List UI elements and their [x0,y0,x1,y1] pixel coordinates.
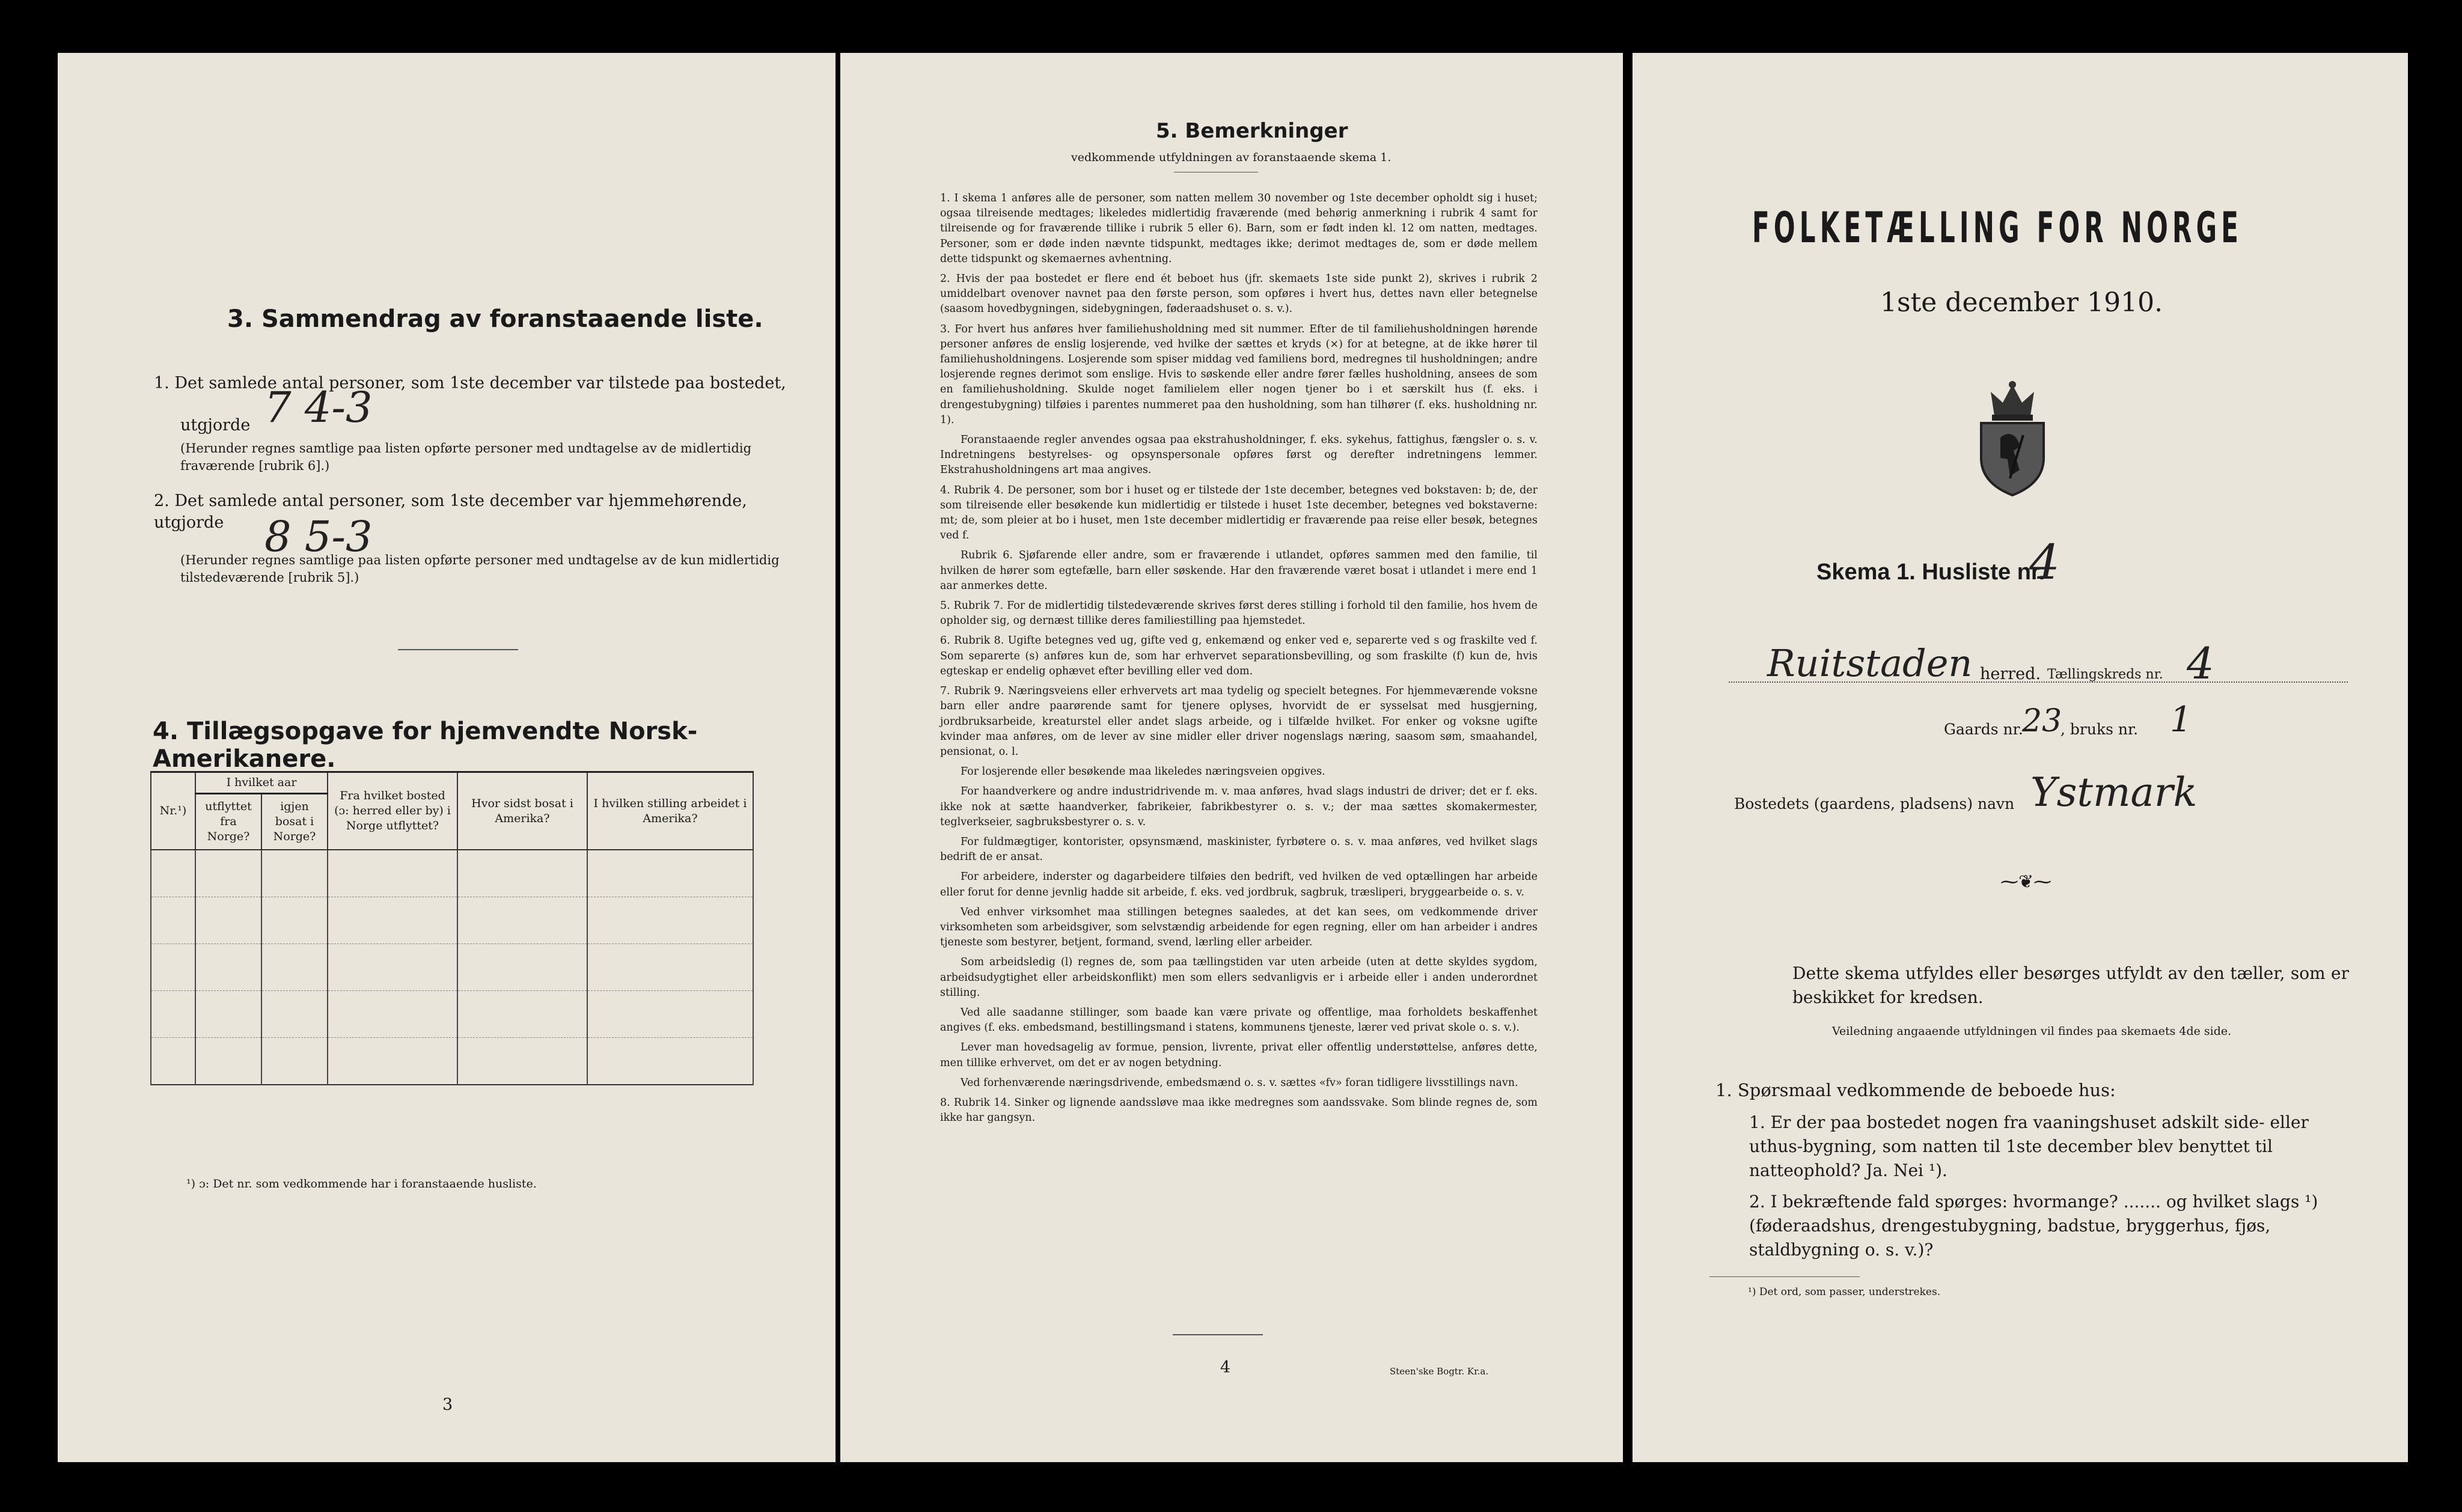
kreds-label: Tællingskreds nr. [2047,667,2163,682]
col-nr: Nr.¹) [151,772,195,850]
summary-item-1-note: (Herunder regnes samtlige paa listen opførte personer med undtagelse av de midlertidig fraværende [rubrik 6].) [180,441,752,473]
bemerkning-paragraph: 2. Hvis der paa bostedet er flere end ét beboet hus (jfr. skemaets 1ste side punkt 2), skrives i rubrik 2 umiddelbart ovenover navnet paa den første person, som opføres i hvert hus, dettes navn eller betegnelse (saasom hovedbygningen, sidebygningen, føderaadshuset o. s. v.). [940,273,1538,316]
bemerkning-paragraph: Ved enhver virksomhet maa stillingen betegnes saaledes, at det kan sees, om vedkommende driver virksomheten som arbeidsgiver, som selvstændig arbeidende for egen regning, eller om han arbeider i andres tjeneste som bestyrer, betjent, formand, svend, lærling eller arbeider. [940,906,1538,949]
question-heading: 1. Spørsmaal vedkommende de beboede hus: [1715,1080,2116,1100]
bemerkning-paragraph: For losjerende eller besøkende maa likeledes næringsveien opgives. [961,766,1325,778]
skema-label: Skema 1. Husliste nr. [1816,559,2045,585]
col-stilling: I hvilken stilling arbeidet i Amerika? [587,772,753,850]
bemerkninger-list [940,191,1538,1130]
page-number: 3 [442,1395,453,1414]
bemerkning-paragraph: Som arbeidsledig (l) regnes de, som paa tællingstiden var uten arbeide (uten at dette skyldes sygdom, arbeidsudygtighet eller arbeidskonflikt) men som ellers sedvanligvis er i arbeide eller i anden underordnet stilling. [940,956,1538,999]
divider [1709,1276,1860,1277]
page-3 [58,53,835,1462]
divider [1173,1334,1263,1335]
herred-handwritten: Ruitstaden [1767,641,1973,685]
bemerkning-paragraph: 5. Rubrik 7. For de midlertidig tilstedeværende skrives først deres stilling i forhold til den familie, hos hvem de opholder sig, og dernæst tillike deres familiestilling paa hjemstedet. [940,600,1538,627]
bemerkning-paragraph: For haandverkere og andre industridrivende m. v. maa anføres, hvad slags industri de driver; det er f. eks. ikke nok at sætte haandverker, fabrikeier, fabrikbestyrer o. s. v.; der maa sættes skomakermester, teglverkseier, sagbruksbestyrer o. s. v. [940,785,1538,828]
section-4-title: 4. Tillægsopgave for hjemvendte Norsk-Amerikanere. [153,718,698,773]
divider [398,649,518,650]
page-number: 4 [1220,1358,1231,1377]
summary-item-1-handwritten: 7 4-3 [264,383,373,432]
bemerkning-paragraph: 6. Rubrik 8. Ugifte betegnes ved ug, gifte ved g, enkemænd og enker ved e, separerte ved s og fraskilte ved f. Som separerte (s) anføres kun de, som har erhvervet separationsbevilling, og som fraskilte (f) kun de, hvis egteskap er endelig ophævet efter bevilling eller ved dom. [940,635,1538,677]
summary-item-2-note: (Herunder regnes samtlige paa listen opførte personer med undtagelse av de kun midlertidig tilstedeværende [rubrik 5].) [180,553,780,585]
bemerkning-paragraph: 3. For hvert hus anføres hver familiehusholdning med sit nummer. Efter de til familiehusholdningen hørende personer anføres de enslig losjerende, ved hvilke der sættes et kryds (×) for at betegne, at de ikke hører til familiehusholdningens. Losjerende som spiser middag ved familiens bord, medregnes til husholdningen; andre losjerende regnes derimot som enslige. Hvis to søskende eller andre fører fælles husholdning, ansees de som en familiehusholdning. Skulde noget familielem eller nogen tjener bo i et særskilt hus (f. eks. i drengestubygning) tilføies i parentes nummeret paa den husholdning, som han tilhører (f. eks. husholdning nr. 1). [940,323,1538,426]
table-row [151,1038,753,1085]
table-row [151,897,753,944]
question-2: 2. I bekræftende fald spørges: hvormange? ....... og hvilket slags ¹) (føderaadshus, drengestubygning, badstue, bryggerhus, fjøs, staldbygning o. s. v.)? [1749,1192,2318,1260]
summary-item-2: 2. Det samlede antal personer, som 1ste december var hjemmehørende, utgjorde [154,492,747,532]
bemerkning-paragraph: Rubrik 6. Sjøfarende eller andre, som er fraværende i utlandet, opføres sammen med den familie, til hvilken de hører som egtefælle, barn eller søskende. Har den fraværende været bosat i utlandet i mere end 1 aar anmerkes dette. [940,549,1538,592]
summary-item-1: 1. Det samlede antal personer, som 1ste december var tilstede paa bostedet, [154,374,786,392]
bemerkning-paragraph: Ved alle saadanne stillinger, som baade kan være private og offentlige, maa forholdets beskaffenhet angives (f. eks. embedsmand, bestillingsmand i statens, kommunens tjeneste, lærer ved privat skole o. s. v.). [940,1006,1538,1034]
col-amerika-bosat: Hvor sidst bosat i Amerika? [457,772,587,850]
norsk-amerikanere-table [150,771,754,1085]
norway-coat-of-arms-icon [1973,380,2052,498]
bemerkning-paragraph: For arbeidere, inderster og dagarbeidere tilføies den bedrift, ved hvilken de ved optællingen har arbeide eller forut for denne jevnlig hadde sit arbeide, f. eks. ved jordbruk, sagbruk, træsliperi, bryggearbeide o. s. v. [940,871,1538,898]
table-row [151,991,753,1038]
summary-item-2-handwritten: 8 5-3 [264,512,373,561]
section-3-title: 3. Sammendrag av foranstaaende liste. [227,305,763,333]
printer-mark: Steen'ske Bogtr. Kr.a. [1390,1366,1489,1377]
bemerkning-paragraph: 4. Rubrik 4. De personer, som bor i huset og er tilstede der 1ste december, betegnes ved bokstaven: b; de, der som tilreisende eller besøkende kun midlertidig er tilstede i huset 1ste december, betegnes ved bokstaverne: mt; de, som pleier at bo i huset, men 1ste december midlertidig er fraværende paa reise eller besøk, betegnes ved f. [940,484,1538,542]
kreds-nr-handwritten: 4 [2187,638,2214,689]
bemerkning-paragraph: For fuldmægtiger, kontorister, opsynsmænd, maskinister, fyrbøtere o. s. v. maa anføres, ved hvilket slags bedrift de er ansat. [940,835,1538,864]
col-fra-bosted: Fra hvilket bosted (ɔ: herred eller by) i Norge utflyttet? [328,772,457,850]
herred-label: herred. [1980,665,2041,683]
intro-small: Veiledning angaaende utfyldningen vil findes paa skemaets 4de side. [1832,1025,2232,1038]
form-footnote: ¹) Det ord, som passer, understrekes. [1748,1286,1941,1298]
page-4 [840,53,1623,1462]
col-group-aar: I hvilket aar [195,772,328,794]
bemerkning-paragraph: Foranstaaende regler anvendes ogsaa paa ekstrahusholdninger, f. eks. sykehus, fattighus, fængsler o. s. v. Indretningens bestyrelses- og opsynspersonale opføres først og derefter indretningens lemmer. Ekstrahusholdningens art maa angives. [940,434,1538,477]
husliste-nr-handwritten: 4 [2029,534,2060,590]
bruks-nr-handwritten: 1 [2170,699,2192,740]
summary-item-1-lead: utgjorde [180,416,251,434]
bosted-handwritten: Ystmark [2030,769,2198,815]
form-title: FOLKETÆLLING FOR NORGE [1752,203,2243,252]
bemerkning-paragraph: 1. I skema 1 anføres alle de personer, som natten mellem 30 november og 1ste december opholdt sig i huset; ogsaa tilreisende medtages; likeledes midlertidig fraværende (med behørig anmerkning i rubrik 4 samt for tilreisende og for fraværende tillike i rubrik 5 eller 6). Barn, som er født inden kl. 12 om natten, medtages. Personer, som er døde inden nævnte tidspunkt, medtages ikke; derimot medtages de, som er døde mellem dette tidspunkt og skemaernes avhentning. [940,192,1538,265]
bemerkning-paragraph: Lever man hovedsagelig av formue, pension, livrente, privat eller offentlig understøttelse, anføres dette, men tillike erhvervet, om det er av nogen betydning. [940,1041,1538,1069]
table-row [151,850,753,897]
question-1: 1. Er der paa bostedet nogen fra vaaningshuset adskilt side- eller uthus-bygning, som natten til 1ste december blev benyttet til natteophold? Ja. Nei ¹). [1749,1112,2309,1180]
gaards-nr-handwritten: 23 [2022,703,2062,739]
bemerkning-paragraph: Ved forhenværende næringsdrivende, embedsmænd o. s. v. sættes «fv» foran tidligere livsstillings navn. [961,1076,1518,1089]
table-row [151,944,753,991]
gaards-label: Gaards nr. [1944,721,2023,738]
bemerkninger-title: 5. Bemerkninger [1156,119,1348,143]
page-1 [1633,53,2408,1462]
table-footnote: ¹) ɔ: Det nr. som vedkommende har i foranstaaende husliste. [186,1177,537,1190]
bemerkninger-subtitle: vedkommende utfyldningen av foranstaaende skema 1. [1071,151,1391,164]
bemerkning-paragraph: 7. Rubrik 9. Næringsveiens eller erhvervets art maa tydelig og specielt betegnes. For hjemmeværende voksne barn eller andre paarørende samt for tjenere oplyses, hvorvidt de er sysselsat med husgjerning, jordbruksarbeide, kreaturstel eller andet slags arbeide, og i tilfælde hvilket. For enker og voksne ugifte kvinder maa anføres, om de lever av sine midler eller driver nogenslags næring, saasom søm, smaahandel, pensionat, o. l. [940,685,1538,758]
bemerkning-paragraph: 8. Rubrik 14. Sinker og lignende aandssløve maa ikke medregnes som aandssvake. Som blinde regnes de, som ikke har gangsyn. [940,1096,1538,1124]
ornament-icon: ⁓❦⁓ [2000,871,2052,892]
col-utflyttet: utflyttet fra Norge? [195,794,261,850]
bruks-label: , bruks nr. [2060,721,2139,738]
intro-text: Dette skema utfyldes eller besørges utfyldt av den tæller, som er beskikket for kredsen. [1792,963,2349,1007]
census-date: 1ste december 1910. [1880,287,2163,318]
bosted-label: Bostedets (gaardens, pladsens) navn [1734,795,2015,812]
col-igjen-bosat: igjen bosat i Norge? [261,794,328,850]
